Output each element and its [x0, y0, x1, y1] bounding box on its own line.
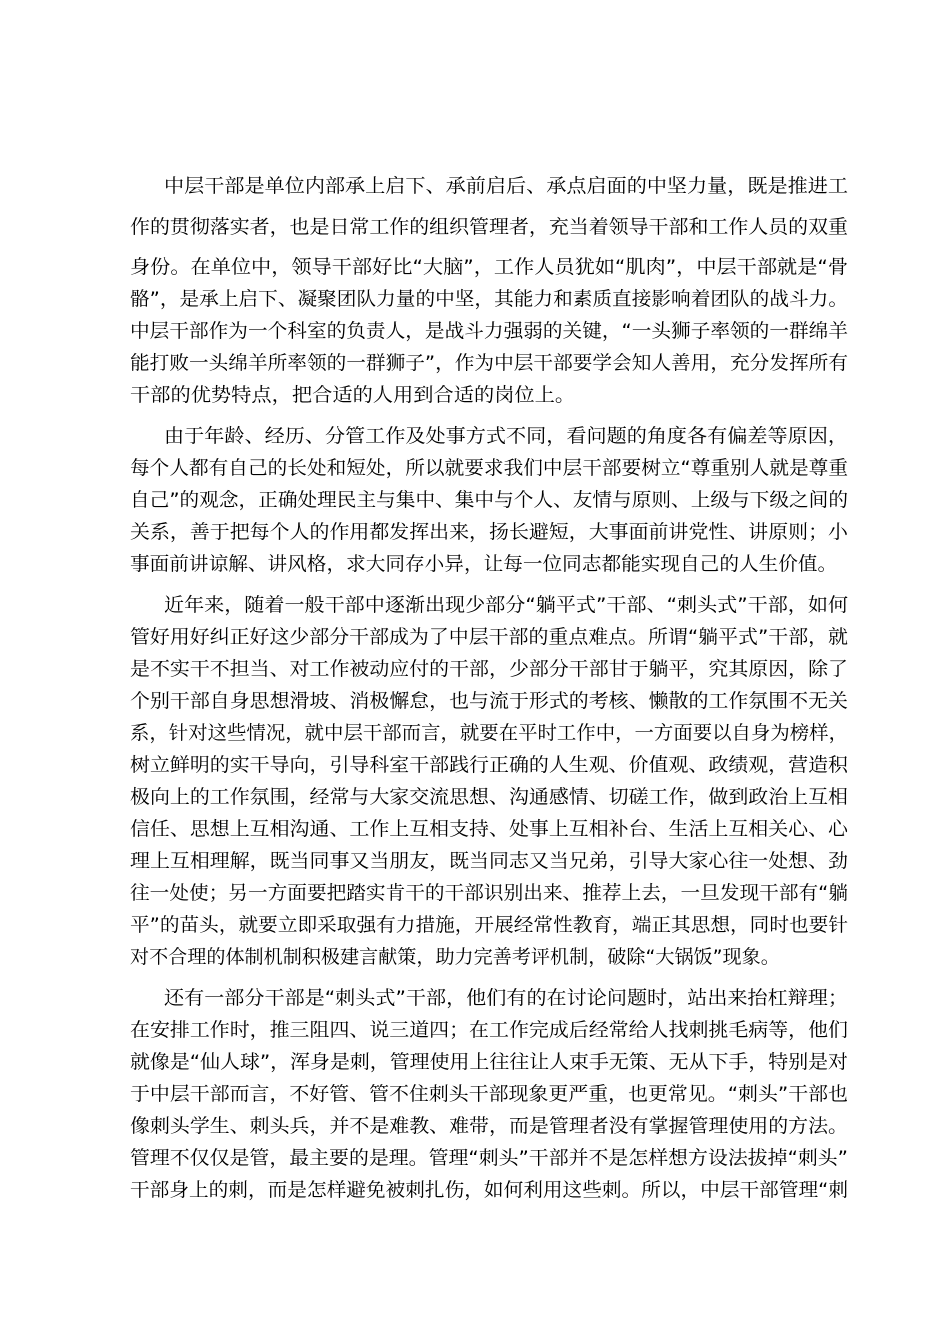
text-line: 往一处使；另一方面要把踏实肯干的干部识别出来、推荐上去，一旦发现干部有“躺 — [130, 882, 849, 904]
text-line: 干部的优势特点，把合适的人用到合适的岗位上。 — [130, 384, 576, 406]
text-line: 就像是“仙人球”，浑身是刺，管理使用上往往让人束手无策、无从下手，特别是对 — [130, 1051, 848, 1073]
text-line: 骼”，是承上启下、凝聚团队力量的中坚，其能力和素质直接影响着团队的战斗力。 — [130, 288, 849, 310]
text-line: 自己”的观念，正确处理民主与集中、集中与个人、友情与原则、上级与下级之间的 — [130, 489, 849, 511]
text-line: 身份。在单位中，领导干部好比“大脑”，工作人员犹如“肌肉”，中层干部就是“骨 — [130, 256, 849, 278]
text-line: 管理不仅仅是管，最主要的是理。管理“刺头”干部并不是怎样想方设法拔掉“刺头” — [130, 1147, 849, 1169]
text-line: 在安排工作时，推三阻四、说三道四；在工作完成后经常给人找刺挑毛病等，他们 — [130, 1019, 849, 1041]
text-line: 还有一部分干部是“刺头式”干部，他们有的在讨论问题时，站出来抬杠辩理； — [164, 987, 849, 1009]
text-line: 平”的苗头，就要立即采取强有力措施，开展经常性教育，端正其思想，同时也要针 — [130, 914, 849, 936]
text-line: 是不实干不担当、对工作被动应付的干部，少部分干部甘于躺平，究其原因，除了 — [130, 658, 849, 680]
text-line: 理上互相理解，既当同事又当朋友，既当同志又当兄弟，引导大家心往一处想、劲 — [130, 850, 849, 872]
text-line: 由于年龄、经历、分管工作及处事方式不同，看问题的角度各有偏差等原因， — [164, 425, 849, 447]
text-line: 中层干部是单位内部承上启下、承前启后、承点启面的中坚力量，既是推进工 — [164, 175, 849, 197]
text-line: 像刺头学生、刺头兵，并不是难教、难带，而是管理者没有掌握管理使用的方法。 — [130, 1115, 849, 1137]
text-line: 系，针对这些情况，就中层干部而言，就要在平时工作中，一方面要以自身为榜样， — [130, 722, 848, 744]
text-line: 作的贯彻落实者，也是日常工作的组织管理者，充当着领导干部和工作人员的双重 — [130, 216, 849, 238]
text-line: 中层干部作为一个科室的负责人，是战斗力强弱的关键，“一头狮子率领的一群绵羊 — [130, 320, 849, 342]
text-line: 每个人都有自己的长处和短处，所以就要求我们中层干部要树立“尊重别人就是尊重 — [130, 457, 849, 479]
text-line: 能打败一头绵羊所率领的一群狮子”，作为中层干部要学会知人善用，充分发挥所有 — [130, 352, 849, 374]
text-line: 对不合理的体制机制积极建言献策，助力完善考评机制，破除“大锅饭”现象。 — [130, 946, 780, 968]
text-line: 极向上的工作氛围，经常与大家交流思想、沟通感情、切磋工作，做到政治上互相 — [130, 786, 849, 808]
text-line: 事面前讲谅解、讲风格，求大同存小异，让每一位同志都能实现自己的人生价值。 — [130, 553, 838, 575]
text-line: 于中层干部而言，不好管、管不住刺头干部现象更严重，也更常见。“刺头”干部也 — [130, 1083, 848, 1105]
text-line: 管好用好纠正好这少部分干部成为了中层干部的重点难点。所谓“躺平式”干部，就 — [130, 626, 848, 648]
text-line: 信任、思想上互相沟通、工作上互相支持、处事上互相补台、生活上互相关心、心 — [130, 818, 849, 840]
text-line: 树立鲜明的实干导向，引导科室干部践行正确的人生观、价值观、政绩观，营造积 — [130, 754, 849, 776]
text-line: 近年来，随着一般干部中逐渐出现少部分“躺平式”干部、“刺头式”干部，如何 — [164, 594, 849, 616]
text-line: 个别干部自身思想滑坡、消极懈怠，也与流于形式的考核、懒散的工作氛围不无关 — [130, 690, 849, 712]
text-line: 关系，善于把每个人的作用都发挥出来，扬长避短，大事面前讲党性、讲原则；小 — [130, 521, 849, 543]
text-line: 干部身上的刺，而是怎样避免被刺扎伤，如何利用这些刺。所以，中层干部管理“刺 — [130, 1179, 849, 1201]
